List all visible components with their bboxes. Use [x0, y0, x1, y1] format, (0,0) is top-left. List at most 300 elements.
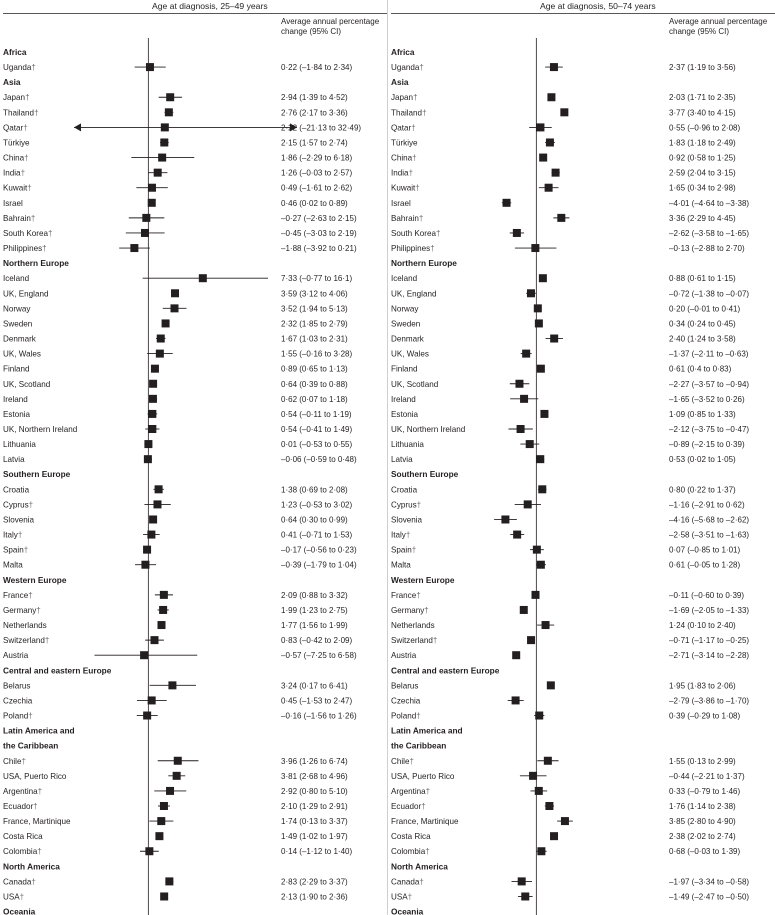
- point-estimate: [518, 877, 526, 885]
- group-label: Latin America and: [3, 725, 75, 736]
- estimate-text: –0·71 (–1·17 to –0·25): [669, 636, 750, 646]
- point-estimate: [144, 440, 152, 448]
- estimate-text: 2·83 (2·29 to 3·37): [281, 877, 348, 887]
- estimate-text: 1·09 (0·85 to 1·33): [669, 409, 736, 419]
- row-label: Ireland: [3, 394, 28, 404]
- point-estimate: [550, 63, 558, 71]
- row-label: Croatia: [3, 485, 30, 495]
- group-label: Asia: [3, 77, 21, 88]
- point-estimate: [142, 214, 150, 222]
- estimate-text: 0·45 (–1·53 to 2·47): [281, 696, 353, 706]
- row-label: Bahrain†: [3, 213, 36, 223]
- row-label: China†: [3, 153, 29, 163]
- point-estimate: [522, 350, 530, 358]
- estimate-text: 0·33 (–0·79 to 1·46): [669, 786, 741, 796]
- row-label: UK, England: [391, 289, 437, 299]
- point-estimate: [165, 877, 173, 885]
- point-estimate: [158, 154, 166, 162]
- point-estimate: [552, 169, 560, 177]
- estimate-text: 2·38 (2·02 to 2·74): [669, 832, 736, 842]
- row-label: UK, Wales: [391, 349, 429, 359]
- point-estimate: [537, 561, 545, 569]
- estimate-text: 1·76 (1·14 to 2·38): [669, 802, 736, 811]
- point-estimate: [537, 365, 545, 373]
- point-estimate: [535, 319, 543, 327]
- estimate-text: 2·13 (1·90 to 2·36): [281, 892, 348, 902]
- row-label: Switzerland†: [3, 636, 50, 646]
- row-label: Italy†: [3, 530, 23, 540]
- point-estimate: [535, 787, 543, 795]
- estimate-text: –2·71 (–3·14 to –2·28): [669, 651, 750, 661]
- estimate-text: 1·23 (–0·53 to 3·02): [281, 500, 353, 510]
- row-label: South Korea†: [391, 228, 441, 238]
- row-label: Cyprus†: [3, 500, 34, 510]
- point-estimate: [143, 712, 151, 720]
- estimate-text: 0·54 (–0·41 to 1·49): [281, 425, 353, 434]
- point-estimate: [148, 199, 156, 207]
- point-estimate: [157, 817, 165, 825]
- estimate-text: 2·37 (1·19 to 3·56): [669, 63, 736, 73]
- row-label: Poland†: [391, 711, 421, 721]
- row-label: Malta: [391, 560, 411, 570]
- group-label: North America: [3, 861, 60, 872]
- estimate-text: 2·09 (0·88 to 3·32): [281, 590, 348, 600]
- point-estimate: [539, 274, 547, 282]
- row-label: Costa Rica: [391, 832, 431, 842]
- ci-header-line1: Average annual percentage: [669, 17, 768, 26]
- row-label: USA, Puerto Rico: [3, 771, 67, 781]
- estimate-text: 0·22 (–1·84 to 2·34): [281, 63, 353, 73]
- row-label: Spain†: [3, 545, 29, 555]
- row-label: Austria: [3, 651, 29, 661]
- point-estimate: [539, 154, 547, 162]
- row-label: Belarus: [391, 681, 419, 691]
- point-estimate: [536, 123, 544, 131]
- estimate-text: –0·57 (–7·25 to 6·58): [281, 651, 357, 661]
- row-label: Iceland: [3, 274, 30, 284]
- row-label: Croatia: [391, 485, 418, 495]
- estimate-text: 0·53 (0·02 to 1·05): [669, 455, 736, 465]
- estimate-text: 0·07 (–0·85 to 1·01): [669, 545, 741, 555]
- panel-title: Age at diagnosis, 50–74 years: [540, 1, 656, 11]
- point-estimate: [547, 681, 555, 689]
- estimate-text: 1·24 (0·10 to 2·40): [669, 621, 736, 631]
- estimate-text: 0·89 (0·65 to 1·13): [281, 364, 348, 374]
- point-estimate: [550, 335, 558, 343]
- estimate-text: –1·65 (–3·52 to 0·26): [669, 394, 745, 404]
- group-label: Southern Europe: [391, 469, 459, 480]
- point-estimate: [151, 636, 159, 644]
- estimate-text: –0·44 (–2·21 to 1·37): [669, 771, 745, 781]
- row-label: UK, Scotland: [391, 379, 439, 389]
- estimate-text: 2·94 (1·39 to 4·52): [281, 93, 348, 103]
- ci-header-line2: change (95% CI): [281, 27, 342, 36]
- group-label: Western Europe: [3, 574, 67, 585]
- row-label: Spain†: [391, 545, 417, 555]
- point-estimate: [199, 274, 207, 282]
- group-label: Central and eastern Europe: [3, 665, 112, 676]
- point-estimate: [141, 229, 149, 237]
- row-label: Norway: [391, 304, 419, 314]
- estimate-text: 0·80 (0·22 to 1·37): [669, 485, 736, 495]
- row-label: Netherlands: [391, 621, 435, 631]
- row-label: Poland†: [3, 711, 33, 721]
- estimate-text: 3·77 (3·40 to 4·15): [669, 108, 736, 118]
- estimate-text: 3·59 (3·12 to 4·06): [281, 289, 348, 299]
- estimate-text: –2·62 (–3·58 to –1·65): [669, 228, 750, 238]
- point-estimate: [545, 184, 553, 192]
- row-label: Qatar†: [3, 123, 28, 133]
- row-label: China†: [391, 153, 417, 163]
- estimate-text: 2·40 (1·24 to 3·58): [669, 334, 736, 344]
- group-label: Western Europe: [391, 574, 455, 585]
- row-label: Ireland: [391, 394, 416, 404]
- row-label: Uganda†: [3, 63, 36, 73]
- point-estimate: [155, 832, 163, 840]
- point-estimate: [546, 138, 554, 146]
- point-estimate: [513, 229, 521, 237]
- row-label: Canada†: [3, 877, 36, 887]
- row-label: Germany†: [3, 605, 41, 615]
- estimate-text: 1·95 (1·83 to 2·06): [669, 681, 736, 691]
- estimate-text: –1·37 (–2·11 to –0·63): [669, 349, 749, 359]
- estimate-text: 0·01 (–0·53 to 0·55): [281, 440, 353, 450]
- estimate-text: 2·03 (1·71 to 2·35): [669, 93, 736, 103]
- row-label: Austria: [391, 651, 417, 661]
- estimate-text: –0·11 (–0·60 to 0·39): [669, 590, 745, 600]
- row-label: Ecuador†: [391, 802, 426, 811]
- estimate-text: 0·55 (–0·96 to 2·08): [669, 123, 741, 133]
- point-estimate: [521, 892, 529, 900]
- row-label: Malta: [3, 560, 23, 570]
- row-label: Qatar†: [391, 123, 416, 133]
- row-label: Ecuador†: [3, 802, 38, 811]
- estimate-text: –4·01 (–4·64 to –3·38): [669, 198, 750, 208]
- row-label: Chile†: [3, 756, 26, 766]
- point-estimate: [503, 199, 511, 207]
- point-estimate: [527, 289, 535, 297]
- row-label: Denmark: [391, 334, 424, 344]
- point-estimate: [168, 681, 176, 689]
- row-label: UK, Wales: [3, 349, 41, 359]
- point-estimate: [160, 892, 168, 900]
- row-label: Slovenia: [3, 515, 35, 525]
- estimate-text: 1·77 (1·56 to 1·99): [281, 621, 348, 631]
- estimate-text: –0·39 (–1·79 to 1·04): [281, 560, 357, 570]
- group-label: Latin America and: [391, 725, 463, 736]
- point-estimate: [533, 546, 541, 554]
- point-estimate: [166, 93, 174, 101]
- point-estimate: [160, 138, 168, 146]
- group-label: Northern Europe: [391, 258, 457, 269]
- point-estimate: [512, 651, 520, 659]
- estimate-text: 0·49 (–1·61 to 2·62): [281, 183, 353, 193]
- row-label: Sweden: [391, 319, 421, 329]
- estimate-text: –0·27 (–2·63 to 2·15): [281, 213, 357, 223]
- row-label: Kuwait†: [3, 183, 32, 193]
- point-estimate: [513, 531, 521, 539]
- group-label: Africa: [3, 47, 27, 57]
- estimate-text: –2·27 (–3·57 to –0·94): [669, 379, 750, 389]
- estimate-text: –0·16 (–1·56 to 1·26): [281, 711, 357, 721]
- row-label: Israel: [391, 198, 411, 208]
- group-label: Asia: [391, 77, 409, 88]
- row-label: India†: [391, 168, 414, 178]
- row-label: UK, Northern Ireland: [3, 425, 78, 434]
- group-label: Northern Europe: [3, 258, 69, 269]
- row-label: Estonia: [391, 409, 418, 419]
- estimate-text: 0·83 (–0·42 to 2·09): [281, 636, 353, 646]
- point-estimate: [145, 847, 153, 855]
- ci-header-line1: Average annual percentage: [281, 17, 380, 26]
- estimate-text: –2·79 (–3·86 to –1·70): [669, 696, 750, 706]
- point-estimate: [526, 440, 534, 448]
- estimate-text: 0·62 (0·07 to 1·18): [281, 394, 348, 404]
- group-label: Southern Europe: [3, 469, 71, 480]
- estimate-text: 0·54 (–0·11 to 1·19): [281, 409, 352, 419]
- point-estimate: [149, 395, 157, 403]
- estimate-text: 1·83 (1·18 to 2·49): [669, 138, 736, 148]
- estimate-text: –2·58 (–3·51 to –1·63): [669, 530, 750, 540]
- estimate-text: 0·64 (0·30 to 0·99): [281, 515, 348, 525]
- row-label: Latvia: [391, 455, 413, 465]
- point-estimate: [524, 500, 532, 508]
- estimate-text: 3·85 (2·80 to 4·90): [669, 817, 736, 827]
- point-estimate: [544, 757, 552, 765]
- point-estimate: [535, 712, 543, 720]
- point-estimate: [148, 410, 156, 418]
- point-estimate: [538, 485, 546, 493]
- estimate-text: 2·22 (–21·13 to 32·49): [281, 123, 362, 133]
- estimate-text: 3·36 (2·29 to 4·45): [669, 213, 736, 223]
- group-label: the Caribbean: [391, 740, 447, 751]
- row-label: France†: [3, 590, 33, 600]
- point-estimate: [512, 696, 520, 704]
- point-estimate: [527, 636, 535, 644]
- point-estimate: [547, 93, 555, 101]
- point-estimate: [140, 651, 148, 659]
- point-estimate: [557, 214, 565, 222]
- estimate-text: –0·45 (–3·03 to 2·19): [281, 228, 357, 238]
- row-label: Colombia†: [3, 847, 42, 857]
- row-label: Bahrain†: [391, 213, 424, 223]
- estimate-text: –1·69 (–2·05 to –1·33): [669, 605, 750, 615]
- row-label: France, Martinique: [3, 817, 71, 827]
- point-estimate: [174, 757, 182, 765]
- row-label: Japan†: [3, 93, 30, 103]
- estimate-text: 2·15 (1·57 to 2·74): [281, 138, 348, 148]
- point-estimate: [149, 380, 157, 388]
- point-estimate: [520, 395, 528, 403]
- point-estimate: [149, 515, 157, 523]
- row-label: Costa Rica: [3, 832, 43, 842]
- estimate-text: 1·67 (1·03 to 2·31): [281, 334, 348, 344]
- ci-arrow-left: [74, 123, 81, 131]
- estimate-text: 3·52 (1·94 to 5·13): [281, 304, 348, 314]
- estimate-text: 0·34 (0·24 to 0·45): [669, 319, 736, 329]
- point-estimate: [155, 485, 163, 493]
- estimate-text: 1·49 (1·02 to 1·97): [281, 832, 348, 842]
- row-label: Kuwait†: [391, 183, 420, 193]
- forest-plot-50-74: [388, 0, 775, 915]
- row-label: Czechia: [391, 696, 421, 706]
- row-label: Germany†: [391, 605, 429, 615]
- point-estimate: [545, 802, 553, 810]
- group-label: Oceania: [391, 906, 424, 915]
- estimate-text: –1·88 (–3·92 to 0·21): [281, 244, 357, 254]
- point-estimate: [531, 244, 539, 252]
- row-label: Lithuania: [391, 440, 424, 450]
- row-label: Chile†: [391, 756, 414, 766]
- estimate-text: 1·74 (0·13 to 3·37): [281, 817, 348, 827]
- estimate-text: 0·61 (–0·05 to 1·28): [669, 560, 741, 570]
- panel-title: Age at diagnosis, 25–49 years: [152, 1, 268, 11]
- row-label: France†: [391, 590, 421, 600]
- point-estimate: [159, 606, 167, 614]
- row-label: Israel: [3, 198, 23, 208]
- estimate-text: 2·59 (2·04 to 3·15): [669, 168, 736, 178]
- row-label: South Korea†: [3, 228, 53, 238]
- estimate-text: 3·81 (2·68 to 4·96): [281, 771, 348, 781]
- point-estimate: [534, 304, 542, 312]
- point-estimate: [146, 63, 154, 71]
- point-estimate: [141, 561, 149, 569]
- point-estimate: [161, 123, 169, 131]
- row-label: Thailand†: [391, 108, 427, 118]
- point-estimate: [537, 847, 545, 855]
- row-label: Switzerland†: [391, 636, 438, 646]
- row-label: Türkiye: [3, 138, 30, 148]
- row-label: Türkiye: [391, 138, 418, 148]
- point-estimate: [520, 606, 528, 614]
- estimate-text: –1·49 (–2·47 to –0·50): [669, 892, 750, 902]
- row-label: UK, England: [3, 289, 49, 299]
- estimate-text: 0·68 (–0·03 to 1·39): [669, 847, 741, 857]
- row-label: Argentina†: [3, 786, 43, 796]
- group-label: North America: [391, 861, 448, 872]
- row-label: Czechia: [3, 696, 33, 706]
- point-estimate: [501, 515, 509, 523]
- estimate-text: 0·41 (–0·71 to 1·53): [281, 530, 353, 540]
- point-estimate: [147, 531, 155, 539]
- estimate-text: –0·89 (–2·15 to 0·39): [669, 440, 745, 450]
- estimate-text: 2·32 (1·85 to 2·79): [281, 319, 348, 329]
- estimate-text: –0·17 (–0·56 to 0·23): [281, 545, 357, 555]
- point-estimate: [157, 335, 165, 343]
- row-label: Denmark: [3, 334, 36, 344]
- row-label: Norway: [3, 304, 31, 314]
- estimate-text: 0·20 (–0·01 to 0·41): [669, 304, 741, 314]
- estimate-text: 0·61 (0·4 to 0·83): [669, 364, 732, 374]
- point-estimate: [148, 696, 156, 704]
- estimate-text: 1·26 (–0·03 to 2·57): [281, 168, 353, 178]
- point-estimate: [157, 621, 165, 629]
- point-estimate: [130, 244, 138, 252]
- point-estimate: [542, 621, 550, 629]
- row-label: Argentina†: [391, 786, 431, 796]
- row-label: India†: [3, 168, 26, 178]
- point-estimate: [148, 184, 156, 192]
- row-label: Estonia: [3, 409, 30, 419]
- point-estimate: [170, 304, 178, 312]
- row-label: Sweden: [3, 319, 33, 329]
- estimate-text: 1·86 (–2·29 to 6·18): [281, 153, 353, 163]
- point-estimate: [143, 546, 151, 554]
- row-label: Thailand†: [3, 108, 39, 118]
- estimate-text: 3·96 (1·26 to 6·74): [281, 756, 348, 766]
- estimate-text: 2·92 (0·80 to 5·10): [281, 786, 348, 796]
- estimate-text: 2·76 (2·17 to 3·36): [281, 108, 348, 118]
- point-estimate: [550, 832, 558, 840]
- row-label: Uganda†: [391, 63, 424, 73]
- estimate-text: 0·92 (0·58 to 1·25): [669, 153, 736, 163]
- point-estimate: [165, 108, 173, 116]
- estimate-text: 0·39 (–0·29 to 1·08): [669, 711, 741, 721]
- estimate-text: 0·14 (–1·12 to 1·40): [281, 847, 353, 857]
- group-label: Oceania: [3, 906, 36, 915]
- point-estimate: [517, 425, 525, 433]
- row-label: Finland: [3, 364, 30, 374]
- point-estimate: [515, 380, 523, 388]
- row-label: USA†: [391, 892, 413, 902]
- point-estimate: [144, 455, 152, 463]
- estimate-text: 1·55 (0·13 to 2·99): [669, 756, 736, 766]
- point-estimate: [153, 500, 161, 508]
- row-label: Philippines†: [391, 244, 435, 254]
- estimate-text: –0·06 (–0·59 to 0·48): [281, 455, 357, 465]
- point-estimate: [171, 289, 179, 297]
- row-label: Slovenia: [391, 515, 423, 525]
- row-label: France, Martinique: [391, 817, 459, 827]
- estimate-text: –1·97 (–3·34 to –0·58): [669, 877, 750, 887]
- point-estimate: [151, 365, 159, 373]
- estimate-text: 7·33 (–0·77 to 16·1): [281, 274, 353, 284]
- row-label: UK, Northern Ireland: [391, 425, 466, 434]
- group-label: Central and eastern Europe: [391, 665, 500, 676]
- row-label: USA, Puerto Rico: [391, 771, 455, 781]
- point-estimate: [166, 787, 174, 795]
- point-estimate: [540, 410, 548, 418]
- row-label: Cyprus†: [391, 500, 422, 510]
- estimate-text: –4·16 (–5·68 to –2·62): [669, 515, 750, 525]
- estimate-text: 0·46 (0·02 to 0·89): [281, 198, 348, 208]
- row-label: Belarus: [3, 681, 31, 691]
- estimate-text: –2·12 (–3·75 to –0·47): [669, 425, 750, 434]
- row-label: Japan†: [391, 93, 418, 103]
- point-estimate: [532, 591, 540, 599]
- row-label: UK, Scotland: [3, 379, 51, 389]
- group-label: Africa: [391, 47, 415, 57]
- point-estimate: [173, 772, 181, 780]
- point-estimate: [162, 319, 170, 327]
- estimate-text: 0·64 (0·39 to 0·88): [281, 379, 348, 389]
- estimate-text: –0·72 (–1·38 to –0·07): [669, 289, 750, 299]
- point-estimate: [560, 108, 568, 116]
- row-label: Netherlands: [3, 621, 47, 631]
- point-estimate: [154, 169, 162, 177]
- forest-plot-25-49: [0, 0, 387, 915]
- point-estimate: [160, 802, 168, 810]
- estimate-text: 3·24 (0·17 to 6·41): [281, 681, 348, 691]
- estimate-text: –1·16 (–2·91 to 0·62): [669, 500, 745, 510]
- point-estimate: [148, 425, 156, 433]
- point-estimate: [156, 350, 164, 358]
- point-estimate: [561, 817, 569, 825]
- estimate-text: 1·38 (0·69 to 2·08): [281, 485, 348, 495]
- row-label: Canada†: [391, 877, 424, 887]
- row-label: Colombia†: [391, 847, 430, 857]
- row-label: Finland: [391, 364, 418, 374]
